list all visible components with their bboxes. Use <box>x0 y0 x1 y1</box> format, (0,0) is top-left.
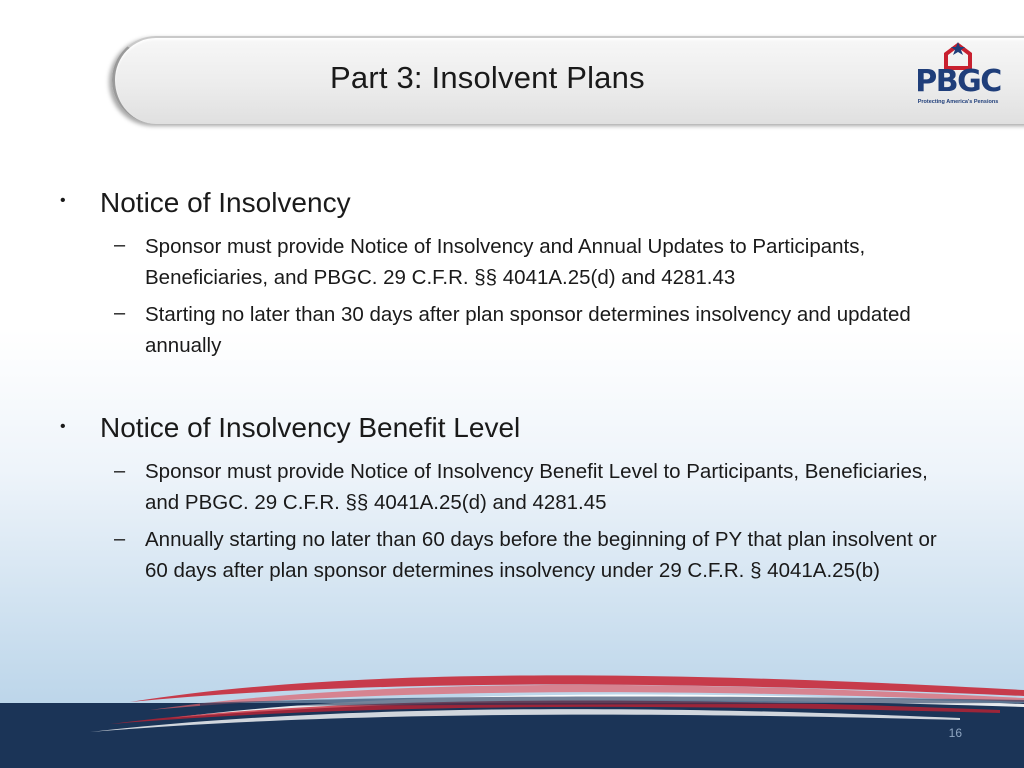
section-heading: Notice of Insolvency Benefit Level <box>100 412 521 443</box>
bullet-icon: • <box>60 418 66 435</box>
logo-wordmark: PBGC <box>915 64 1001 99</box>
slide-title: Part 3: Insolvent Plans <box>330 60 645 95</box>
dash-icon: – <box>114 234 126 256</box>
dash-icon: – <box>114 528 126 550</box>
section-heading: Notice of Insolvency <box>100 187 351 218</box>
page-number: 16 <box>948 726 962 740</box>
list-item: Annually starting no later than 60 days before the beginning of PY that plan insolvent or 60 days after plan sponsor determines insolvency under 29 C.F.R. § 4041A.25(b) <box>145 528 937 582</box>
logo-tagline: Protecting America's Pensions <box>917 99 999 105</box>
list-item: Sponsor must provide Notice of Insolvency Benefit Level to Participants, Beneficiaries, and PBGC. 29 C.F.R. §§ 4041A.25(d) and 4281.45 <box>145 460 928 514</box>
list-item: Starting no later than 30 days after plan sponsor determines insolvency and updated annually <box>145 303 911 357</box>
list-item: Sponsor must provide Notice of Insolvency and Annual Updates to Participants, Beneficiaries, and PBGC. 29 C.F.R. §§ 4041A.25(d) and 4281.43 <box>145 235 866 289</box>
bullet-icon: • <box>60 192 66 209</box>
dash-icon: – <box>114 302 126 324</box>
footer-swoosh-decoration <box>0 640 1024 768</box>
dash-icon: – <box>114 460 126 482</box>
